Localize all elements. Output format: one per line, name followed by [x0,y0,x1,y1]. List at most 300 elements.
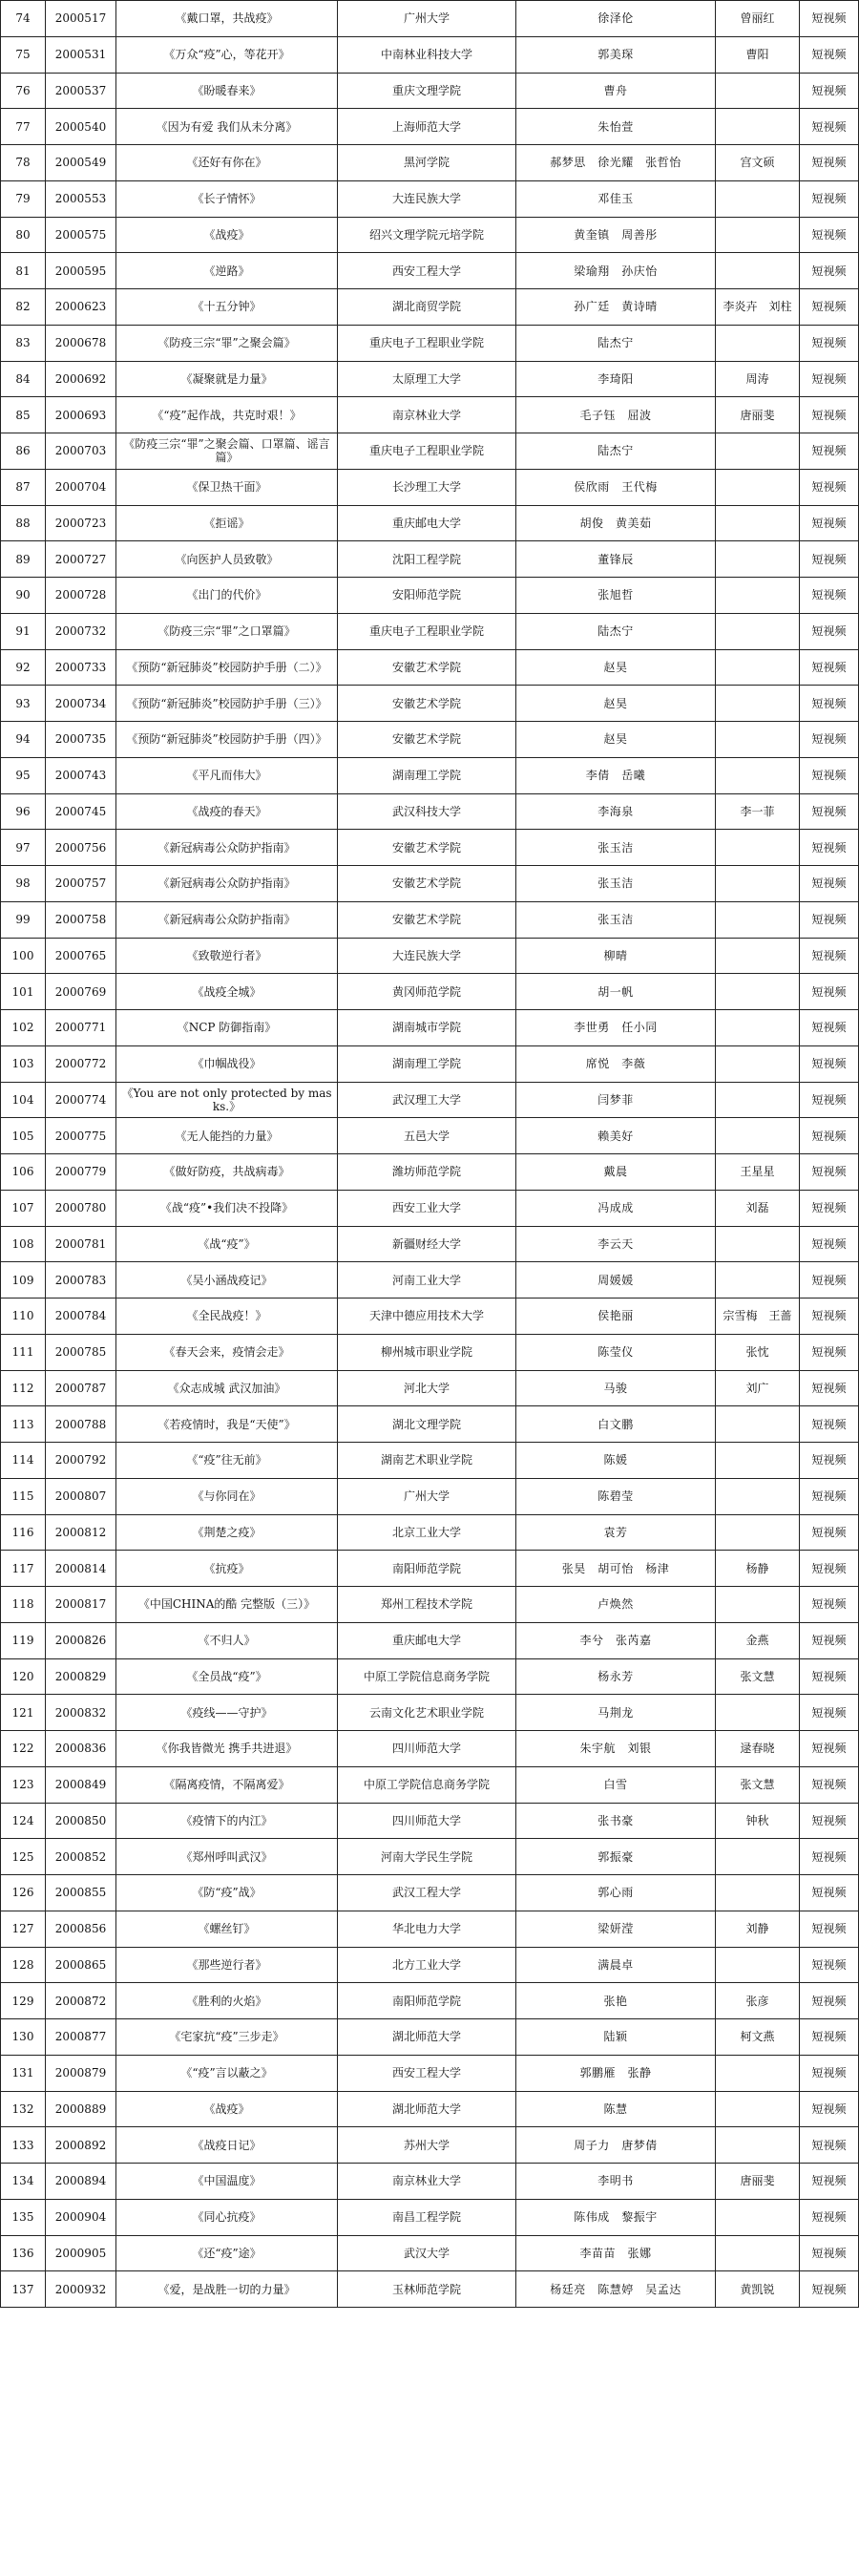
entry-id: 2000814 [46,1551,116,1587]
table-row [1,1766,859,1803]
work-title: 《平凡而伟大》 [116,757,338,793]
category: 短视频 [800,1,859,37]
category: 短视频 [800,361,859,397]
school-name: 长沙理工大学 [338,469,516,505]
row-number: 101 [1,974,46,1010]
author-names: 陈伟成 黎振宇 [516,2199,716,2235]
entry-id: 2000727 [46,541,116,578]
school-name: 四川师范大学 [338,1803,516,1839]
author-names: 赵昊 [516,686,716,722]
school-name: 湖南理工学院 [338,1045,516,1082]
entry-id: 2000743 [46,757,116,793]
entry-id: 2000537 [46,73,116,109]
table-row [1,180,859,217]
table-row [1,1334,859,1370]
entry-id: 2000549 [46,145,116,181]
work-title: 《防疫三宗“罪”之聚会篇、口罩篇、谣言篇》 [116,433,338,470]
entry-id: 2000723 [46,505,116,541]
tutor-names: 宫文硕 [716,145,800,181]
row-number: 131 [1,2055,46,2091]
tutor-names: 金燕 [716,1622,800,1658]
author-names: 梁瑜翔 孙庆怡 [516,253,716,289]
entry-id: 2000826 [46,1622,116,1658]
school-name: 上海师范大学 [338,109,516,145]
work-title: 《“疫”起作战，共克时艰！》 [116,397,338,433]
author-names: 张昊 胡可怡 杨津 [516,1551,716,1587]
work-title: 《爱，是战胜一切的力量》 [116,2271,338,2308]
table-row [1,1911,859,1947]
author-names: 袁芳 [516,1514,716,1551]
tutor-names: 李炎卉 刘柱 [716,289,800,326]
entry-id: 2000892 [46,2127,116,2164]
work-title: 《中国温度》 [116,2164,338,2200]
entry-id: 2000531 [46,36,116,73]
tutor-names [716,866,800,902]
work-title: 《与你同在》 [116,1478,338,1514]
entry-id: 2000745 [46,793,116,830]
school-name: 绍兴文理学院元培学院 [338,217,516,253]
tutor-names [716,505,800,541]
entry-id: 2000852 [46,1839,116,1875]
table-row [1,36,859,73]
table-body [1,1,859,2308]
row-number: 94 [1,722,46,758]
tutor-names [716,901,800,938]
tutor-names [716,1443,800,1479]
school-name: 武汉工程大学 [338,1875,516,1911]
row-number: 105 [1,1118,46,1154]
table-row [1,2199,859,2235]
category: 短视频 [800,1622,859,1658]
school-name: 太原理工大学 [338,361,516,397]
entry-id: 2000732 [46,613,116,649]
author-names: 陈莹仪 [516,1334,716,1370]
tutor-names [716,1118,800,1154]
author-names: 张书豪 [516,1803,716,1839]
row-number: 120 [1,1658,46,1695]
entry-id: 2000595 [46,253,116,289]
school-name: 广州大学 [338,1,516,37]
tutor-names [716,1478,800,1514]
author-names: 朱怡萱 [516,109,716,145]
author-names: 戴晨 [516,1154,716,1191]
table-row [1,974,859,1010]
table-row [1,1695,859,1731]
tutor-names: 唐丽斐 [716,2164,800,2200]
tutor-names [716,1514,800,1551]
author-names: 柳晴 [516,938,716,974]
school-name: 湖南艺术职业学院 [338,1443,516,1479]
table-row [1,1478,859,1514]
work-title: 《吴小涵战疫记》 [116,1262,338,1299]
author-names: 徐泽伦 [516,1,716,37]
author-names: 冯成成 [516,1190,716,1226]
school-name: 中原工学院信息商务学院 [338,1658,516,1695]
work-title: 《做好防疫，共战病毒》 [116,1154,338,1191]
category: 短视频 [800,722,859,758]
category: 短视频 [800,289,859,326]
work-title: 《战“疫”》 [116,1226,338,1262]
school-name: 黑河学院 [338,145,516,181]
row-number: 111 [1,1334,46,1370]
tutor-names [716,1262,800,1299]
table-row [1,2127,859,2164]
category: 短视频 [800,1406,859,1443]
work-title: 《宅家抗“疫”三步走》 [116,2019,338,2056]
category: 短视频 [800,974,859,1010]
category: 短视频 [800,1334,859,1370]
category: 短视频 [800,397,859,433]
entry-id: 2000836 [46,1731,116,1767]
table-row [1,505,859,541]
row-number: 125 [1,1839,46,1875]
table-row [1,938,859,974]
table-row [1,433,859,470]
entry-id: 2000517 [46,1,116,37]
category: 短视频 [800,613,859,649]
school-name: 南阳师范学院 [338,1551,516,1587]
category: 短视频 [800,757,859,793]
tutor-names [716,1226,800,1262]
table-row [1,1622,859,1658]
work-title: 《隔离疫情，不隔离爱》 [116,1766,338,1803]
entry-id: 2000734 [46,686,116,722]
table-row [1,253,859,289]
table-row [1,866,859,902]
category: 短视频 [800,109,859,145]
author-names: 邓佳玉 [516,180,716,217]
table-row [1,541,859,578]
school-name: 广州大学 [338,1478,516,1514]
category: 短视频 [800,1478,859,1514]
table-row [1,2235,859,2271]
author-names: 李兮 张芮嘉 [516,1622,716,1658]
entry-id: 2000812 [46,1514,116,1551]
row-number: 137 [1,2271,46,2308]
category: 短视频 [800,469,859,505]
school-name: 安徽艺术学院 [338,866,516,902]
category: 短视频 [800,1443,859,1479]
author-names: 黄奎镇 周善彤 [516,217,716,253]
table-row [1,469,859,505]
row-number: 76 [1,73,46,109]
author-names: 陈碧莹 [516,1478,716,1514]
category: 短视频 [800,2271,859,2308]
author-names: 李倩 岳曦 [516,757,716,793]
tutor-names [716,2091,800,2127]
tutor-names [716,73,800,109]
tutor-names [716,2127,800,2164]
tutor-names: 逯春晓 [716,1731,800,1767]
category: 短视频 [800,793,859,830]
category: 短视频 [800,1154,859,1191]
entry-id: 2000932 [46,2271,116,2308]
category: 短视频 [800,2127,859,2164]
table-row [1,289,859,326]
category: 短视频 [800,866,859,902]
entry-id: 2000692 [46,361,116,397]
tutor-names [716,830,800,866]
entry-id: 2000792 [46,1443,116,1479]
author-names: 赵昊 [516,722,716,758]
row-number: 130 [1,2019,46,2056]
author-names: 李云天 [516,1226,716,1262]
work-title: 《春天会来，疫情会走》 [116,1334,338,1370]
category: 短视频 [800,180,859,217]
category: 短视频 [800,1911,859,1947]
row-number: 112 [1,1370,46,1406]
school-name: 潍坊师范学院 [338,1154,516,1191]
work-title: 《巾帼战役》 [116,1045,338,1082]
table-row [1,2091,859,2127]
school-name: 湖北商贸学院 [338,289,516,326]
table-row [1,1443,859,1479]
table-row [1,1551,859,1587]
school-name: 云南文化艺术职业学院 [338,1695,516,1731]
entry-id: 2000774 [46,1082,116,1118]
school-name: 安阳师范学院 [338,578,516,614]
work-title: 《预防“新冠肺炎”校园防护手册（三）》 [116,686,338,722]
category: 短视频 [800,938,859,974]
work-title: 《战“疫”•我们决不投降》 [116,1190,338,1226]
row-number: 113 [1,1406,46,1443]
row-number: 122 [1,1731,46,1767]
tutor-names: 唐丽斐 [716,397,800,433]
author-names: 李明书 [516,2164,716,2200]
work-title: 《长子情怀》 [116,180,338,217]
work-title: 《万众“疫”心，等花开》 [116,36,338,73]
tutor-names [716,2235,800,2271]
row-number: 81 [1,253,46,289]
work-title: 《因为有爱 我们从未分离》 [116,109,338,145]
entry-id: 2000889 [46,2091,116,2127]
school-name: 新疆财经大学 [338,1226,516,1262]
school-name: 四川师范大学 [338,1731,516,1767]
work-title: 《还好有你在》 [116,145,338,181]
tutor-names [716,1839,800,1875]
row-number: 90 [1,578,46,614]
author-names: 陆杰宁 [516,433,716,470]
row-number: 84 [1,361,46,397]
row-number: 108 [1,1226,46,1262]
author-names: 白雪 [516,1766,716,1803]
work-title: 《同心抗疫》 [116,2199,338,2235]
entry-id: 2000817 [46,1587,116,1623]
row-number: 100 [1,938,46,974]
school-name: 西安工程大学 [338,2055,516,2091]
author-names: 郭美琛 [516,36,716,73]
entry-id: 2000894 [46,2164,116,2200]
tutor-names [716,217,800,253]
author-names: 马荆龙 [516,1695,716,1731]
school-name: 安徽艺术学院 [338,722,516,758]
row-number: 86 [1,433,46,470]
row-number: 95 [1,757,46,793]
row-number: 91 [1,613,46,649]
entry-id: 2000855 [46,1875,116,1911]
entry-id: 2000850 [46,1803,116,1839]
entry-id: 2000756 [46,830,116,866]
entry-id: 2000775 [46,1118,116,1154]
school-name: 南昌工程学院 [338,2199,516,2235]
author-names: 张玉洁 [516,866,716,902]
author-names: 马骏 [516,1370,716,1406]
school-name: 湖北文理学院 [338,1406,516,1443]
row-number: 110 [1,1299,46,1335]
tutor-names [716,469,800,505]
school-name: 西安工程大学 [338,253,516,289]
row-number: 136 [1,2235,46,2271]
author-names: 胡一帆 [516,974,716,1010]
school-name: 安徽艺术学院 [338,830,516,866]
work-title: 《中国CHINA的酷 完整版（三）》 [116,1587,338,1623]
category: 短视频 [800,1118,859,1154]
entry-id: 2000553 [46,180,116,217]
tutor-names [716,649,800,686]
author-names: 白文鹏 [516,1406,716,1443]
work-title: 《“疫”往无前》 [116,1443,338,1479]
work-title: 《逆路》 [116,253,338,289]
entry-id: 2000785 [46,1334,116,1370]
entry-id: 2000733 [46,649,116,686]
tutor-names: 李一菲 [716,793,800,830]
row-number: 80 [1,217,46,253]
row-number: 96 [1,793,46,830]
work-title: 《新冠病毒公众防护指南》 [116,830,338,866]
author-names: 卢焕然 [516,1587,716,1623]
row-number: 92 [1,649,46,686]
work-title: 《疫情下的内江》 [116,1803,338,1839]
tutor-names [716,253,800,289]
category: 短视频 [800,578,859,614]
category: 短视频 [800,1262,859,1299]
work-title: 《那些逆行者》 [116,1947,338,1983]
table-row [1,1803,859,1839]
entry-id: 2000781 [46,1226,116,1262]
school-name: 天津中德应用技术大学 [338,1299,516,1335]
tutor-names: 刘静 [716,1911,800,1947]
row-number: 77 [1,109,46,145]
work-title: 《若疫情时，我是“天使”》 [116,1406,338,1443]
category: 短视频 [800,1010,859,1046]
table-row [1,578,859,614]
category: 短视频 [800,1551,859,1587]
school-name: 西安工业大学 [338,1190,516,1226]
row-number: 129 [1,1983,46,2019]
tutor-names: 杨静 [716,1551,800,1587]
work-title: 《致敬逆行者》 [116,938,338,974]
work-title: 《You are not only protected by masks.》 [116,1082,338,1118]
row-number: 85 [1,397,46,433]
row-number: 134 [1,2164,46,2200]
work-title: 《保卫热干面》 [116,469,338,505]
entry-id: 2000779 [46,1154,116,1191]
work-title: 《“疫”言以蔽之》 [116,2055,338,2091]
author-names: 满晨卓 [516,1947,716,1983]
row-number: 74 [1,1,46,37]
row-number: 115 [1,1478,46,1514]
author-names: 赖美好 [516,1118,716,1154]
tutor-names [716,1045,800,1082]
category: 短视频 [800,1658,859,1695]
work-title: 《你我皆微光 携手共进退》 [116,1731,338,1767]
category: 短视频 [800,145,859,181]
work-title: 《出门的代价》 [116,578,338,614]
row-number: 106 [1,1154,46,1191]
table-row [1,217,859,253]
work-title: 《螺丝钉》 [116,1911,338,1947]
school-name: 武汉科技大学 [338,793,516,830]
category: 短视频 [800,325,859,361]
tutor-names [716,1082,800,1118]
author-names: 侯艳丽 [516,1299,716,1335]
table-row [1,2164,859,2200]
category: 短视频 [800,686,859,722]
work-title: 《新冠病毒公众防护指南》 [116,901,338,938]
tutor-names [716,1010,800,1046]
work-title: 《盼暖春来》 [116,73,338,109]
category: 短视频 [800,1875,859,1911]
work-title: 《战疫日记》 [116,2127,338,2164]
table-row [1,1587,859,1623]
school-name: 黄冈师范学院 [338,974,516,1010]
work-title: 《还“疫”途》 [116,2235,338,2271]
row-number: 117 [1,1551,46,1587]
work-title: 《拒谣》 [116,505,338,541]
row-number: 109 [1,1262,46,1299]
category: 短视频 [800,649,859,686]
row-number: 124 [1,1803,46,1839]
work-title: 《防疫三宗“罪”之口罩篇》 [116,613,338,649]
work-title: 《防疫三宗“罪”之聚会篇》 [116,325,338,361]
row-number: 97 [1,830,46,866]
work-title: 《凝聚就是力量》 [116,361,338,397]
tutor-names [716,722,800,758]
work-title: 《抗疫》 [116,1551,338,1587]
row-number: 103 [1,1045,46,1082]
tutor-names [716,1587,800,1623]
school-name: 重庆文理学院 [338,73,516,109]
table-row [1,1262,859,1299]
entry-id: 2000757 [46,866,116,902]
category: 短视频 [800,1695,859,1731]
table-row [1,649,859,686]
work-title: 《向医护人员致敬》 [116,541,338,578]
row-number: 75 [1,36,46,73]
work-title: 《疫线——守护》 [116,1695,338,1731]
school-name: 安徽艺术学院 [338,686,516,722]
row-number: 135 [1,2199,46,2235]
table-row [1,1514,859,1551]
category: 短视频 [800,2199,859,2235]
work-title: 《战疫》 [116,217,338,253]
table-row [1,722,859,758]
work-title: 《NCP 防御指南》 [116,1010,338,1046]
row-number: 78 [1,145,46,181]
entry-id: 2000784 [46,1299,116,1335]
category: 短视频 [800,2019,859,2056]
tutor-names: 周涛 [716,361,800,397]
work-title: 《郑州呼叫武汉》 [116,1839,338,1875]
table-row [1,793,859,830]
entry-id: 2000735 [46,722,116,758]
school-name: 北京工业大学 [338,1514,516,1551]
entry-id: 2000728 [46,578,116,614]
author-names: 周子力 唐梦倩 [516,2127,716,2164]
entry-id: 2000703 [46,433,116,470]
category: 短视频 [800,505,859,541]
category: 短视频 [800,1082,859,1118]
